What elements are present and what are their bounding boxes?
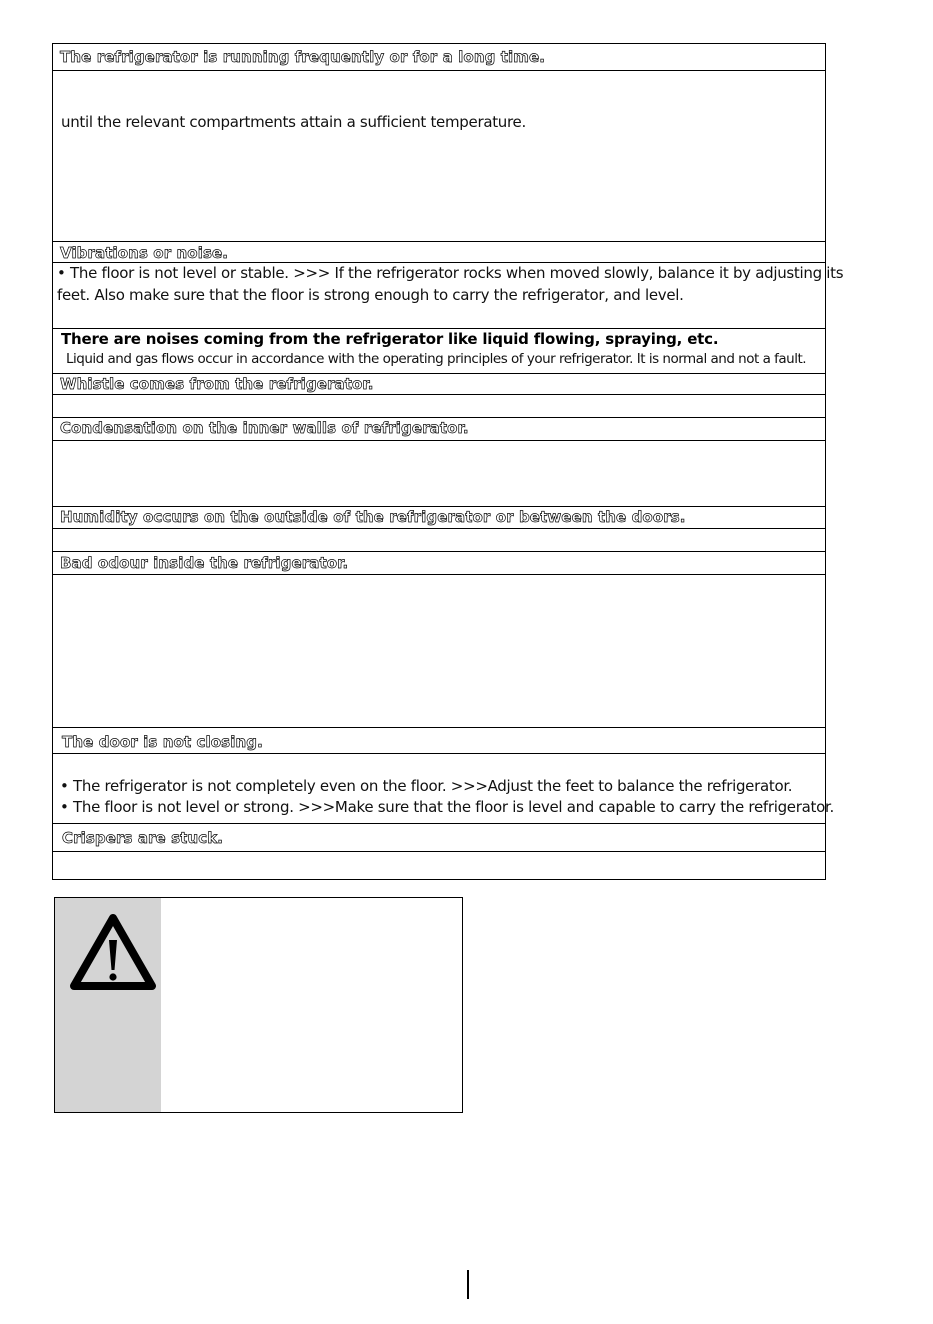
row-divider <box>53 823 825 824</box>
section-heading-humidity: Humidity occurs on the outside of the refrigerator or between the doors. <box>60 508 686 526</box>
page-marker <box>467 1270 469 1299</box>
row-divider <box>53 70 825 71</box>
row-divider <box>53 262 825 263</box>
row-divider <box>53 373 825 374</box>
section-text-line: until the relevant compartments attain a sufficient temperature. <box>61 113 526 131</box>
row-divider <box>53 506 825 507</box>
section-text-line: • The floor is not level or strong. >>>Make sure that the floor is level and capable to carry the refrigerator. <box>60 798 834 816</box>
section-heading-liquid-noises: There are noises coming from the refrigerator like liquid flowing, spraying, etc. <box>61 330 719 348</box>
row-divider <box>53 727 825 728</box>
section-heading-running-long: The refrigerator is running frequently or for a long time. <box>60 48 546 66</box>
row-divider <box>53 528 825 529</box>
row-divider <box>53 394 825 395</box>
warning-side-panel <box>55 898 161 1112</box>
row-divider <box>53 417 825 418</box>
row-divider <box>53 328 825 329</box>
section-text-line: • The floor is not level or stable. >>> If the refrigerator rocks when moved slowly, balance it by adjusting its <box>57 264 844 282</box>
section-text-line: • The refrigerator is not completely even on the floor. >>>Adjust the feet to balance the refrigerator. <box>60 777 793 795</box>
row-divider <box>53 551 825 552</box>
row-divider <box>53 241 825 242</box>
row-divider <box>53 753 825 754</box>
section-heading-crispers-stuck: Crispers are stuck. <box>62 829 224 847</box>
section-heading-door-not-closing: The door is not closing. <box>62 733 263 751</box>
warning-triangle-icon <box>68 912 158 994</box>
warning-box <box>54 897 463 1113</box>
row-divider <box>53 440 825 441</box>
section-heading-condensation: Condensation on the inner walls of refrigerator. <box>60 419 469 437</box>
row-divider <box>53 851 825 852</box>
section-heading-whistle: Whistle comes from the refrigerator. <box>60 375 374 393</box>
section-heading-bad-odour: Bad odour inside the refrigerator. <box>60 554 349 572</box>
section-text-line: feet. Also make sure that the floor is strong enough to carry the refrigerator, and level. <box>57 286 684 304</box>
row-divider <box>53 574 825 575</box>
section-text-line: Liquid and gas flows occur in accordance with the operating principles of your refrigerator. It is normal and not a fault. <box>66 351 807 367</box>
troubleshooting-table <box>52 43 844 880</box>
section-heading-vibrations: Vibrations or noise. <box>60 244 229 262</box>
